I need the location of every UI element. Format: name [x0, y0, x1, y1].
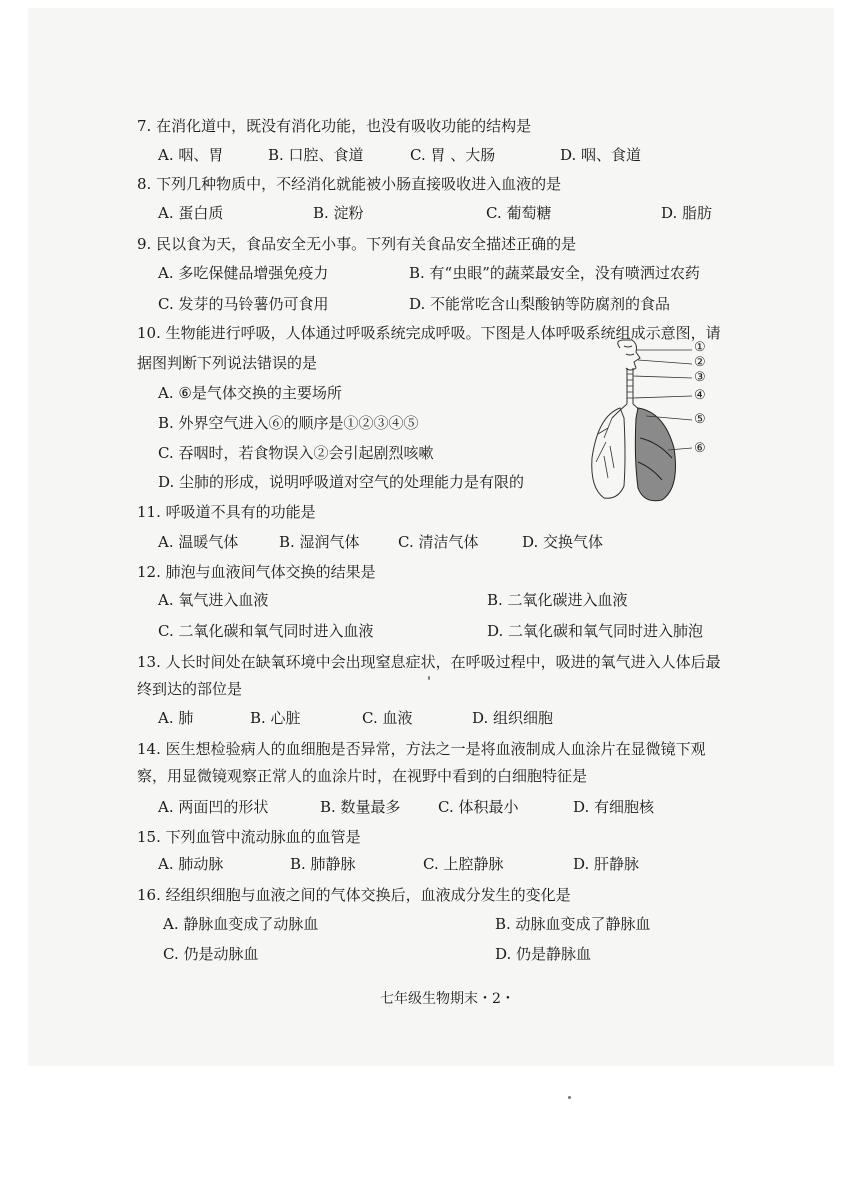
- question-10: [0, 321, 860, 345]
- question-stem: 15. 下列血管中流动脉血的血管是: [137, 828, 361, 846]
- figure-label-3: ③: [694, 370, 706, 385]
- question-stem: 察，用显微镜观察正常人的血涂片时，在视野中看到的白细胞特征是: [137, 767, 588, 785]
- options-row: [0, 706, 860, 730]
- question-stem: 16. 经组织细胞与血液之间的气体交换后，血液成分发生的变化是: [137, 886, 571, 904]
- option: C. 血液: [362, 709, 413, 727]
- question-16: [0, 883, 860, 907]
- question-9: [0, 232, 860, 256]
- page-footer: [0, 987, 860, 1011]
- option: B. 淀粉: [313, 204, 364, 222]
- option: B. 动脉血变成了静脉血: [495, 915, 651, 933]
- option: D. 组织细胞: [472, 709, 554, 727]
- question-stem: 13. 人长时间处在缺氧环境中会出现窒息症状，在呼吸过程中，吸进的氧气进入人体后最: [137, 653, 721, 671]
- figure-label-2: ②: [694, 355, 706, 370]
- option: C. 二氧化碳和氧气同时进入血液: [158, 622, 374, 640]
- option: C. 上腔静脉: [423, 855, 504, 873]
- option: C. 清洁气体: [398, 533, 479, 551]
- options-row: [0, 942, 860, 966]
- footer-text: 七年级生物期末・2・: [380, 991, 515, 1007]
- option: A. 两面凹的形状: [158, 798, 269, 816]
- options-row: [0, 201, 860, 225]
- option: A. 氧气进入血液: [158, 591, 269, 609]
- options-row: [0, 795, 860, 819]
- question-stem: 10. 生物能进行呼吸，人体通过呼吸系统完成呼吸。下图是人体呼吸系统组成示意图，请: [137, 324, 721, 342]
- question-stem-continued: [0, 764, 860, 788]
- scan-speck: [428, 676, 430, 680]
- question-15: [0, 825, 860, 849]
- options-row: [0, 530, 860, 554]
- question-stem: 11. 呼吸道不具有的功能是: [137, 503, 316, 521]
- option: D. 脂肪: [661, 204, 713, 222]
- question-13: [0, 650, 860, 674]
- option-row: [0, 470, 860, 494]
- question-stem: 7. 在消化道中，既没有消化功能，也没有吸收功能的结构是: [137, 117, 532, 135]
- option: B. 湿润气体: [279, 533, 360, 551]
- option: A. 蛋白质: [158, 204, 224, 222]
- option: A. 肺动脉: [158, 855, 224, 873]
- figure-label-6: ⑥: [694, 441, 706, 456]
- option: C. 胃 、大肠: [410, 146, 496, 164]
- option: A. 肺: [158, 709, 194, 727]
- options-row: [0, 852, 860, 876]
- option: B. 数量最多: [320, 798, 401, 816]
- option: C. 发芽的马铃薯仍可食用: [158, 295, 329, 313]
- option-row: [0, 381, 860, 405]
- question-stem-continued: [0, 677, 860, 701]
- option-row: [0, 411, 860, 435]
- question-12: [0, 560, 860, 584]
- option: D. 二氧化碳和氧气同时进入肺泡: [487, 622, 704, 640]
- option: D. 尘肺的形成，说明呼吸道对空气的处理能力是有限的: [158, 473, 525, 491]
- option: A. 温暖气体: [158, 533, 239, 551]
- option: D. 仍是静脉血: [495, 945, 592, 963]
- option: D. 咽、食道: [560, 146, 642, 164]
- options-row: [0, 143, 860, 167]
- question-14: [0, 737, 860, 761]
- option: B. 口腔、食道: [268, 146, 364, 164]
- option: A. 多吃保健品增强免疫力: [158, 264, 329, 282]
- question-7: [0, 114, 860, 138]
- option: D. 交换气体: [522, 533, 604, 551]
- option: A. 静脉血变成了动脉血: [163, 915, 319, 933]
- option-row: [0, 441, 860, 465]
- option: D. 肝静脉: [573, 855, 640, 873]
- options-row: [0, 619, 860, 643]
- option: C. 体积最小: [438, 798, 519, 816]
- option: D. 不能常吃含山梨酸钠等防腐剂的食品: [409, 295, 671, 313]
- option: C. 仍是动脉血: [163, 945, 259, 963]
- question-stem: 14. 医生想检验病人的血细胞是否异常，方法之一是将血液制成人血涂片在显微镜下观: [137, 740, 706, 758]
- question-stem: 12. 肺泡与血液间气体交换的结果是: [137, 563, 376, 581]
- figure-label-1: ①: [694, 340, 706, 355]
- figure-label-5: ⑤: [694, 412, 706, 427]
- respiratory-system-diagram: [580, 338, 720, 513]
- options-row: [0, 292, 860, 316]
- option: B. 有“虫眼”的蔬菜最安全，没有喷洒过农药: [409, 264, 700, 282]
- scan-speck: [568, 1096, 571, 1099]
- figure-label-4: ④: [694, 388, 706, 403]
- option: B. 心脏: [250, 709, 301, 727]
- question-stem: 终到达的部位是: [137, 680, 243, 698]
- question-11: [0, 500, 860, 524]
- options-row: [0, 912, 860, 936]
- option: C. 吞咽时，若食物误入②会引起剧烈咳嗽: [158, 444, 434, 462]
- options-row: [0, 261, 860, 285]
- question-stem: 9. 民以食为天，食品安全无小事。下列有关食品安全描述正确的是: [137, 235, 577, 253]
- options-row: [0, 588, 860, 612]
- option: B. 二氧化碳进入血液: [487, 591, 628, 609]
- question-stem: 8. 下列几种物质中，不经消化就能被小肠直接吸收进入血液的是: [137, 175, 562, 193]
- option: B. 外界空气进入⑥的顺序是①②③④⑤: [158, 414, 419, 432]
- option: A. 咽、胃: [158, 146, 224, 164]
- question-8: [0, 172, 860, 196]
- question-stem: 据图判断下列说法错误的是: [137, 354, 318, 372]
- option: A. ⑥是气体交换的主要场所: [158, 384, 342, 402]
- option: B. 肺静脉: [290, 855, 356, 873]
- option: D. 有细胞核: [573, 798, 655, 816]
- question-stem-continued: [0, 351, 860, 375]
- option: C. 葡萄糖: [486, 204, 552, 222]
